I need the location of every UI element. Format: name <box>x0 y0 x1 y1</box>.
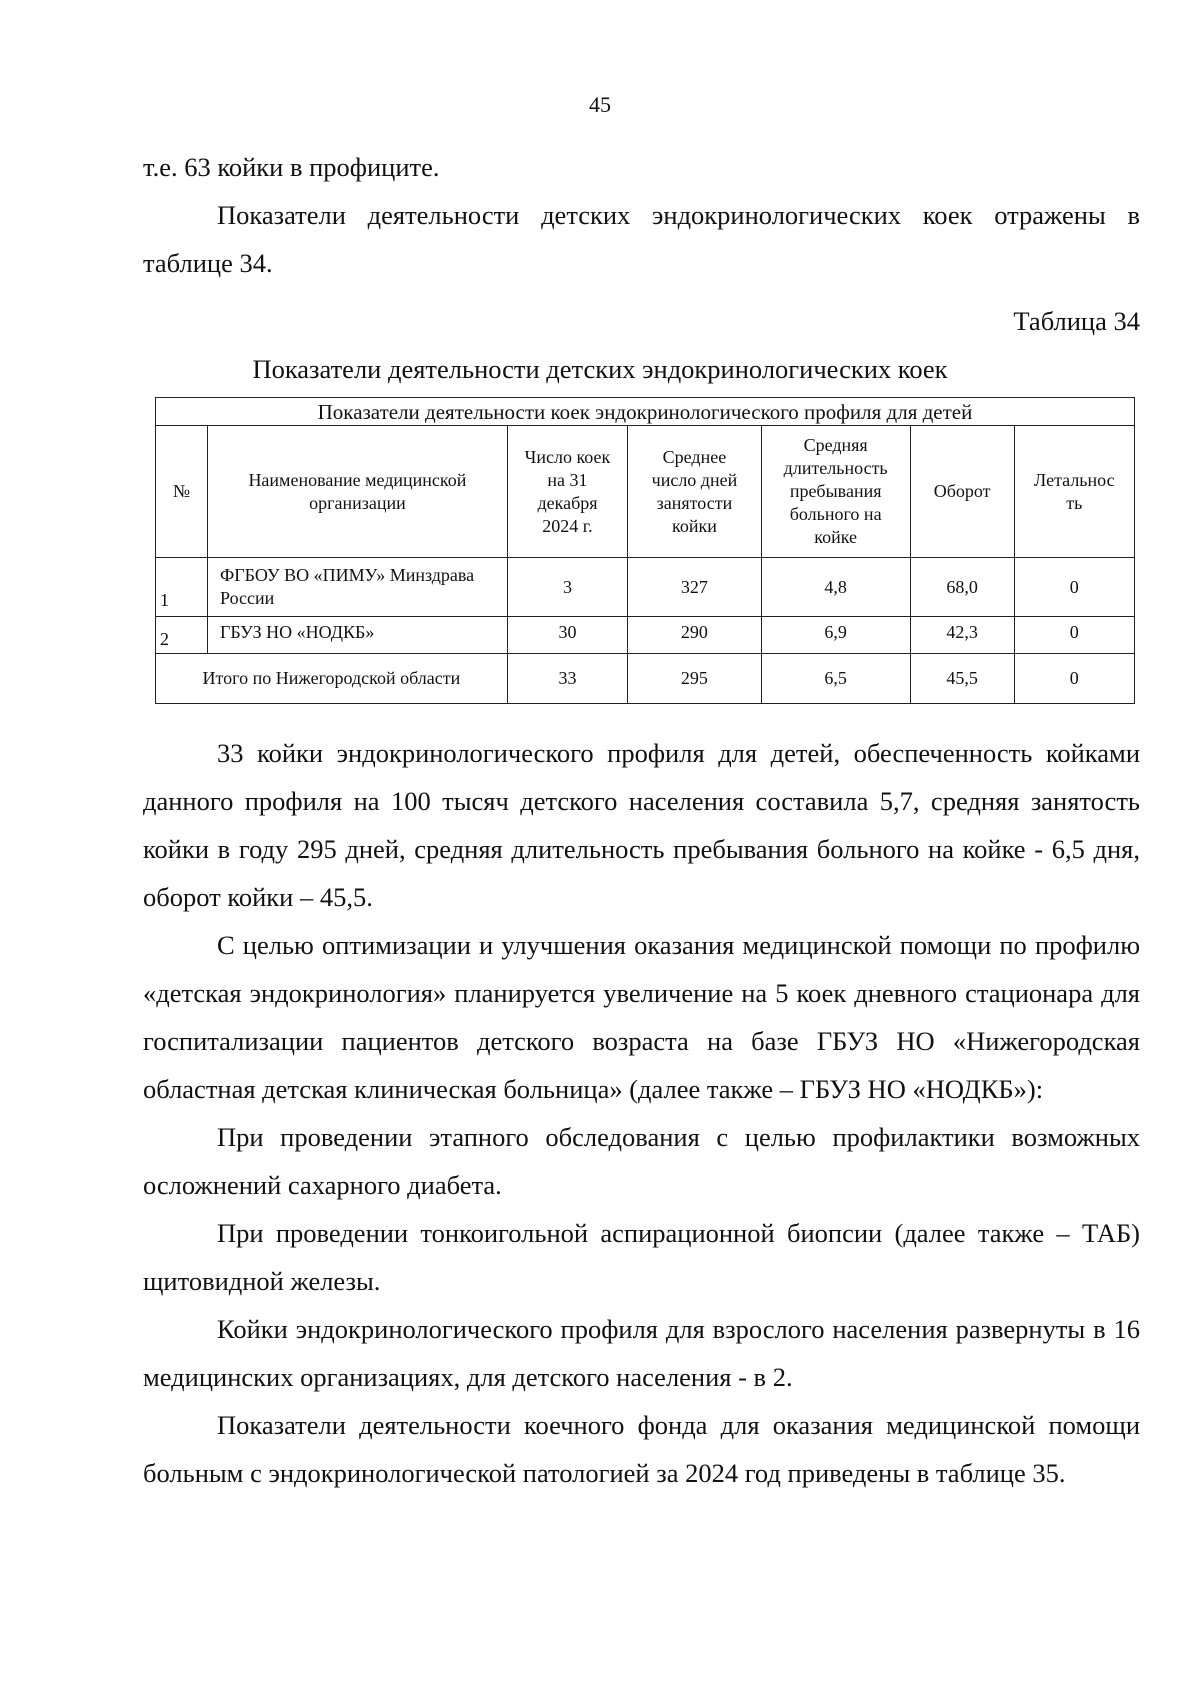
header-line: больного на <box>789 504 882 524</box>
total-lethality: 0 <box>1014 654 1134 704</box>
row-beds: 3 <box>507 558 627 617</box>
row-number: 1 <box>156 558 208 617</box>
column-header-lethality <box>1014 426 1134 558</box>
row-beds: 30 <box>507 617 627 654</box>
intro-text <box>143 143 1140 287</box>
total-beds: 33 <box>507 654 627 704</box>
table-caption: Показатели деятельности детских эндокринологических коек <box>252 354 948 384</box>
paragraph: 33 койки эндокринологического профиля для детей, обеспеченность койками данного профиля на 100 тысяч детского населения составила 5,7, средняя занятость койки в году 295 дней, средняя длительность пребывания больного на койке - 6,5 дня, оборот койки – 45,5. <box>143 738 1140 912</box>
table-total-row <box>156 654 1135 704</box>
row-turnover: 42,3 <box>910 617 1014 654</box>
header-line: Число коек <box>524 446 611 467</box>
header-line: пребывания <box>789 481 882 501</box>
column-header-number: № <box>156 426 208 558</box>
total-duration: 6,5 <box>761 654 910 704</box>
header-line: Средняя <box>803 435 868 455</box>
table-super-header: Показатели деятельности коек эндокринологического профиля для детей <box>156 398 1135 426</box>
header-line: на 31 <box>547 469 588 490</box>
paragraph: С целью оптимизации и улучшения оказания медицинской помощи по профилю «детская эндокринология» планируется увеличение на 5 коек дневного стационара для госпитализации пациентов детского возраста на базе ГБУЗ НО «Нижегородская областная детская клиническая больница» (далее также – ГБУЗ НО «НОДКБ»): <box>143 930 1140 1104</box>
total-label: Итого по Нижегородской области <box>156 654 508 704</box>
column-header-days <box>628 426 762 558</box>
header-line: 2024 г. <box>542 515 593 536</box>
header-line: длительность <box>783 458 888 478</box>
total-turnover: 45,5 <box>910 654 1014 704</box>
row-turnover: 68,0 <box>910 558 1014 617</box>
page-number: 45 <box>589 92 611 117</box>
header-line: занятости <box>656 492 733 513</box>
column-header-name: Наименование медицинской организации <box>208 426 508 558</box>
row-organization: ФГБОУ ВО «ПИМУ» Минздрава России <box>208 558 508 617</box>
header-line: ть <box>1066 492 1083 513</box>
header-line: декабря <box>537 492 598 513</box>
header-line: койке <box>814 527 858 547</box>
row-number: 2 <box>156 617 208 654</box>
table-header-row <box>156 426 1135 558</box>
row-lethality: 0 <box>1014 617 1134 654</box>
header-line: Среднее <box>662 446 727 467</box>
table-row <box>156 558 1135 617</box>
header-line: Летальнос <box>1034 469 1115 490</box>
intro-line: т.е. 63 койки в профиците. <box>143 152 440 182</box>
row-lethality: 0 <box>1014 558 1134 617</box>
row-days: 327 <box>628 558 762 617</box>
column-header-beds <box>507 426 627 558</box>
table-label: Таблица 34 <box>1013 306 1140 336</box>
paragraph: Койки эндокринологического профиля для взрослого населения развернуты в 16 медицинских организациях, для детского населения - в 2. <box>143 1314 1140 1392</box>
header-line: койки <box>672 515 717 536</box>
row-duration: 4,8 <box>761 558 910 617</box>
paragraph: При проведении этапного обследования с целью профилактики возможных осложнений сахарного диабета. <box>143 1122 1140 1200</box>
total-days: 295 <box>628 654 762 704</box>
table-row <box>156 617 1135 654</box>
data-table <box>155 397 1135 704</box>
column-header-turnover: Оборот <box>910 426 1014 558</box>
paragraph: При проведении тонкоигольной аспирационной биопсии (далее также – ТАБ) щитовидной железы. <box>143 1218 1140 1296</box>
row-days: 290 <box>628 617 762 654</box>
column-header-duration <box>761 426 910 558</box>
row-duration: 6,9 <box>761 617 910 654</box>
paragraph: Показатели деятельности коечного фонда для оказания медицинской помощи больным с эндокринологической патологией за 2024 год приведены в таблице 35. <box>143 1410 1140 1488</box>
intro-paragraph: Показатели деятельности детских эндокринологических коек отражены в таблице 34. <box>143 200 1140 278</box>
header-line: число дней <box>651 469 738 490</box>
row-organization: ГБУЗ НО «НОДКБ» <box>208 617 508 654</box>
body-text <box>143 729 1140 1497</box>
